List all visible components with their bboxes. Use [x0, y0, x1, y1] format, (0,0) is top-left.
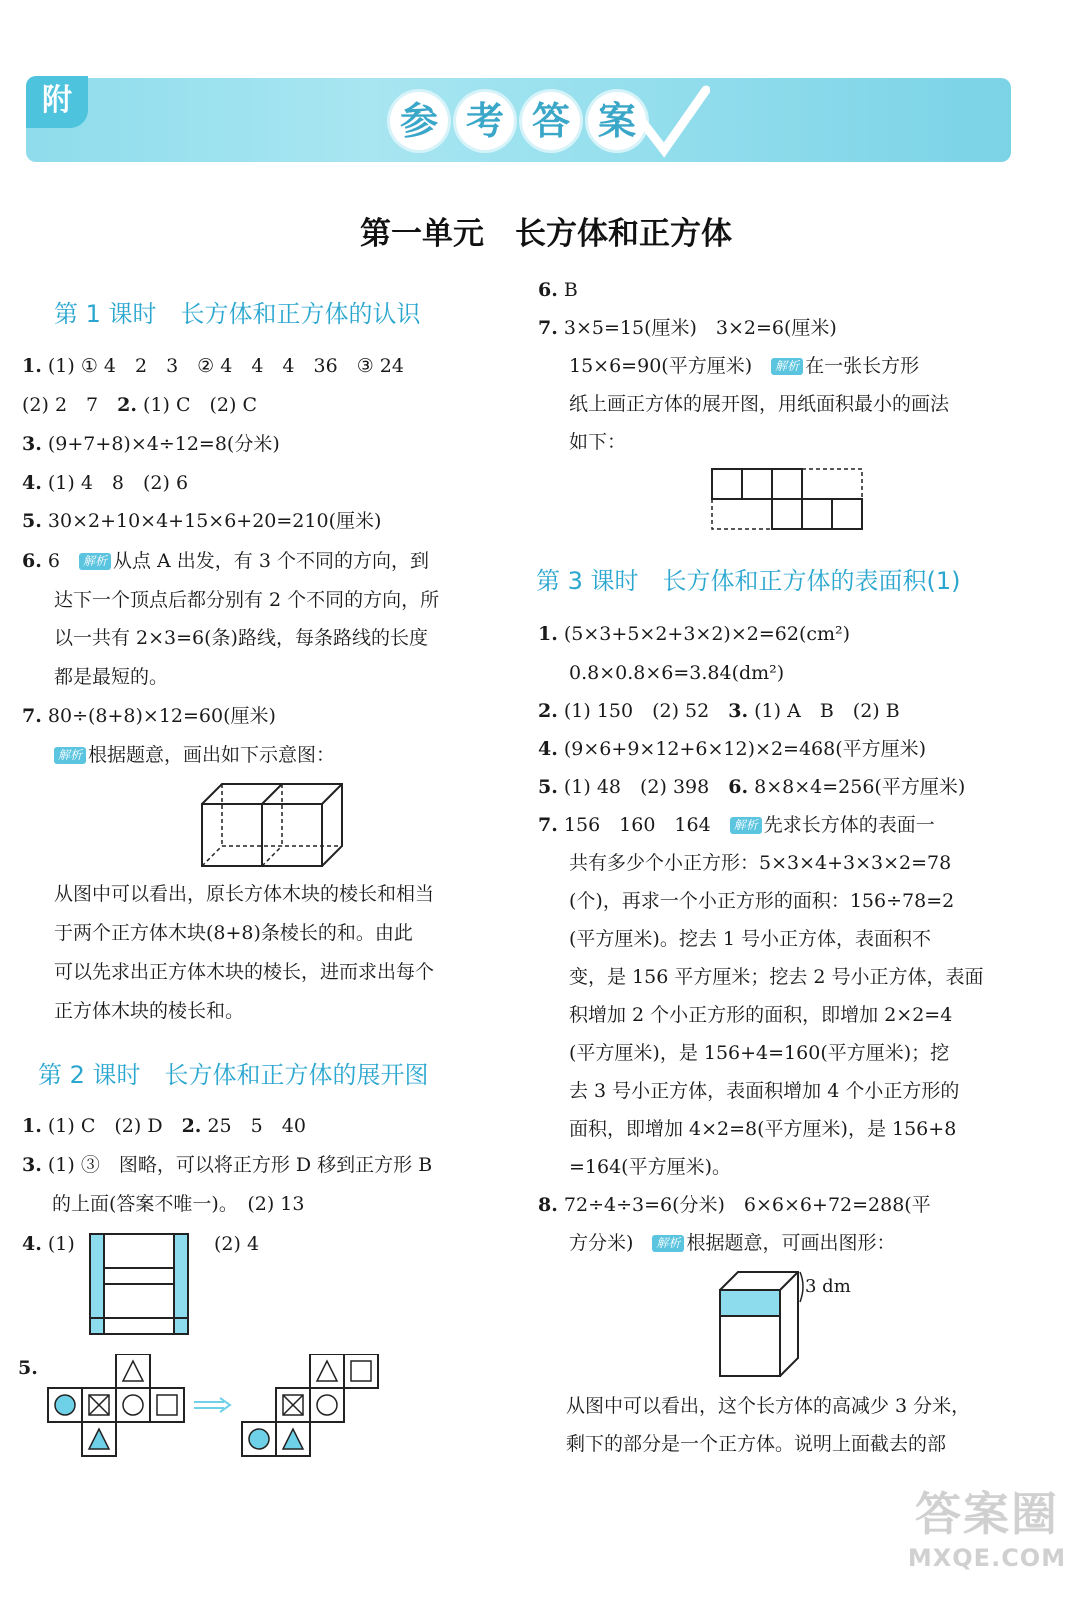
answer-b3-line-2: 的上面(答案不唯一)。 (2) 13 [52, 1193, 305, 1215]
answer-6-line-4: 都是最短的。 [54, 666, 169, 688]
analysis-tag: 解析 [652, 1235, 684, 1252]
unit-title: 第一单元 长方体和正方体 [360, 216, 732, 252]
banner-title-char-3: 答 [522, 92, 580, 150]
answer-banner [26, 78, 1011, 162]
answer-r7-line-2: 15×6=90(平方厘米) 解析 在一张长方形 [569, 355, 920, 377]
answer-6-line-2: 达下一个顶点后都分别有 2 个不同的方向，所 [54, 589, 440, 611]
analysis-tag: 解析 [79, 553, 111, 570]
answer-c7-line-3: (个)，再求一个小正方形的面积：156÷78=2 [569, 890, 955, 912]
answer-7-line-6: 正方体木块的棱长和。 [54, 1000, 245, 1022]
watermark-logo: 答案圈 MXQE.COM [907, 1487, 1067, 1572]
answer-b1: 1. (1) C (2) D 2. 25 5 40 [22, 1115, 306, 1137]
answer-c2: 2. (1) 150 (2) 52 3. (1) A B (2) B [538, 700, 900, 722]
answer-c7-line-5: 变，是 156 平方厘米；挖去 2 号小正方体，表面 [569, 966, 984, 988]
banner-title-char-1: 参 [390, 92, 448, 150]
analysis-tag: 解析 [730, 817, 762, 834]
answer-r7-line-4: 如下： [569, 431, 627, 453]
lesson-2-heading: 第 2 课时 长方体和正方体的展开图 [38, 1061, 429, 1089]
answer-c7: 7. 156 160 164 解析 先求长方体的表面一 [538, 814, 935, 836]
answer-c1: 1. (5×3+5×2+3×2)×2=62(cm²) [538, 623, 851, 645]
answer-7-line-4: 于两个正方体木块(8+8)条棱长的和。由此 [54, 922, 413, 944]
answer-c7-line-9: 面积，即增加 4×2=8(平方厘米)，是 156+8 [569, 1118, 957, 1140]
answer-6-line-3: 以一共有 2×3=6(条)路线，每条路线的长度 [54, 627, 428, 649]
answer-r7: 7. 3×5=15(厘米) 3×2=6(厘米) [538, 317, 837, 339]
answer-7-analysis: 解析 根据题意，画出如下示意图： [54, 742, 335, 768]
answer-1: 1. (1) ① 4 2 3 ② 4 4 4 36 ③ 24 [22, 355, 404, 377]
answer-c8: 8. 72÷4÷3=6(分米) 6×6×6+72=288(平 [538, 1194, 931, 1216]
answer-c7-line-6: 积增加 2 个小正方形的面积，即增加 2×2=4 [569, 1004, 953, 1026]
answer-3: 3. (9+7+8)×4÷12=8(分米) [22, 433, 280, 455]
answer-b5-number: 5. [18, 1357, 38, 1379]
lesson-3-heading: 第 3 课时 长方体和正方体的表面积(1) [536, 567, 961, 595]
two-cubes-diagram [198, 780, 348, 870]
answer-7-line-5: 可以先求出正方体木块的棱长，进而求出每个 [54, 961, 435, 983]
net-layout-figure [709, 466, 867, 532]
lesson-1-heading: 第 1 课时 长方体和正方体的认识 [54, 300, 421, 328]
answer-c8-line-4: 剩下的部分是一个正方体。说明上面截去的部 [566, 1433, 947, 1455]
appendix-tab: 附 [26, 76, 88, 128]
answer-b4: 4. (1) [22, 1233, 75, 1255]
answer-c7-line-7: (平方厘米)，是 156+4=160(平方厘米)；挖 [569, 1042, 950, 1064]
analysis-tag: 解析 [54, 747, 86, 764]
answer-1-2: (2) 2 7 2. (1) C (2) C [22, 394, 258, 416]
banner-title-char-2: 考 [456, 92, 514, 150]
answer-c1-line-2: 0.8×0.8×6=3.84(dm²) [569, 662, 785, 684]
answer-7-line-3: 从图中可以看出，原长方体木块的棱长和相当 [54, 883, 435, 905]
answer-6: 6. 6 解析 从点 A 出发，有 3 个不同的方向，到 [22, 550, 429, 572]
answer-r7-line-3: 纸上画正方体的展开图，用纸面积最小的画法 [569, 393, 950, 415]
dimension-label: 3 dm [805, 1276, 851, 1297]
answer-c7-line-10: =164(平方厘米)。 [569, 1156, 732, 1178]
answer-r6: 6. B [538, 279, 578, 301]
answer-b4-part-2: (2) 4 [214, 1233, 260, 1255]
cube-net-figure [88, 1232, 194, 1338]
analysis-tag: 解析 [771, 358, 803, 375]
banner-title-char-4: 案 [588, 92, 646, 150]
answer-b3: 3. (1) ③ 图略，可以将正方形 D 移到正方形 B [22, 1154, 433, 1176]
answer-c7-line-4: (平方厘米)。挖去 1 号小正方体，表面积不 [569, 928, 931, 950]
answer-c5: 5. (1) 48 (2) 398 6. 8×8×4=256(平方厘米) [538, 776, 966, 798]
answer-7: 7. 80÷(8+8)×12=60(厘米) [22, 705, 276, 727]
answer-c7-line-2: 共有多少个小正方形：5×3×4+3×3×2=78 [569, 852, 952, 874]
answer-c7-line-8: 去 3 号小正方体，表面积增加 4 个小正方形的 [569, 1080, 960, 1102]
net-transformation-diagram [44, 1354, 384, 1458]
answer-4: 4. (1) 4 8 (2) 6 [22, 472, 189, 494]
answer-c8-line-3: 从图中可以看出，这个长方体的高减少 3 分米， [566, 1395, 971, 1417]
cuboid-figure [716, 1268, 806, 1380]
answer-c4: 4. (9×6+9×12+6×12)×2=468(平方厘米) [538, 738, 927, 760]
answer-c8-line-2: 方分米) 解析 根据题意，可画出图形： [569, 1232, 896, 1254]
checkmark-icon [640, 84, 710, 162]
answer-5: 5. 30×2+10×4+15×6+20=210(厘米) [22, 510, 382, 532]
